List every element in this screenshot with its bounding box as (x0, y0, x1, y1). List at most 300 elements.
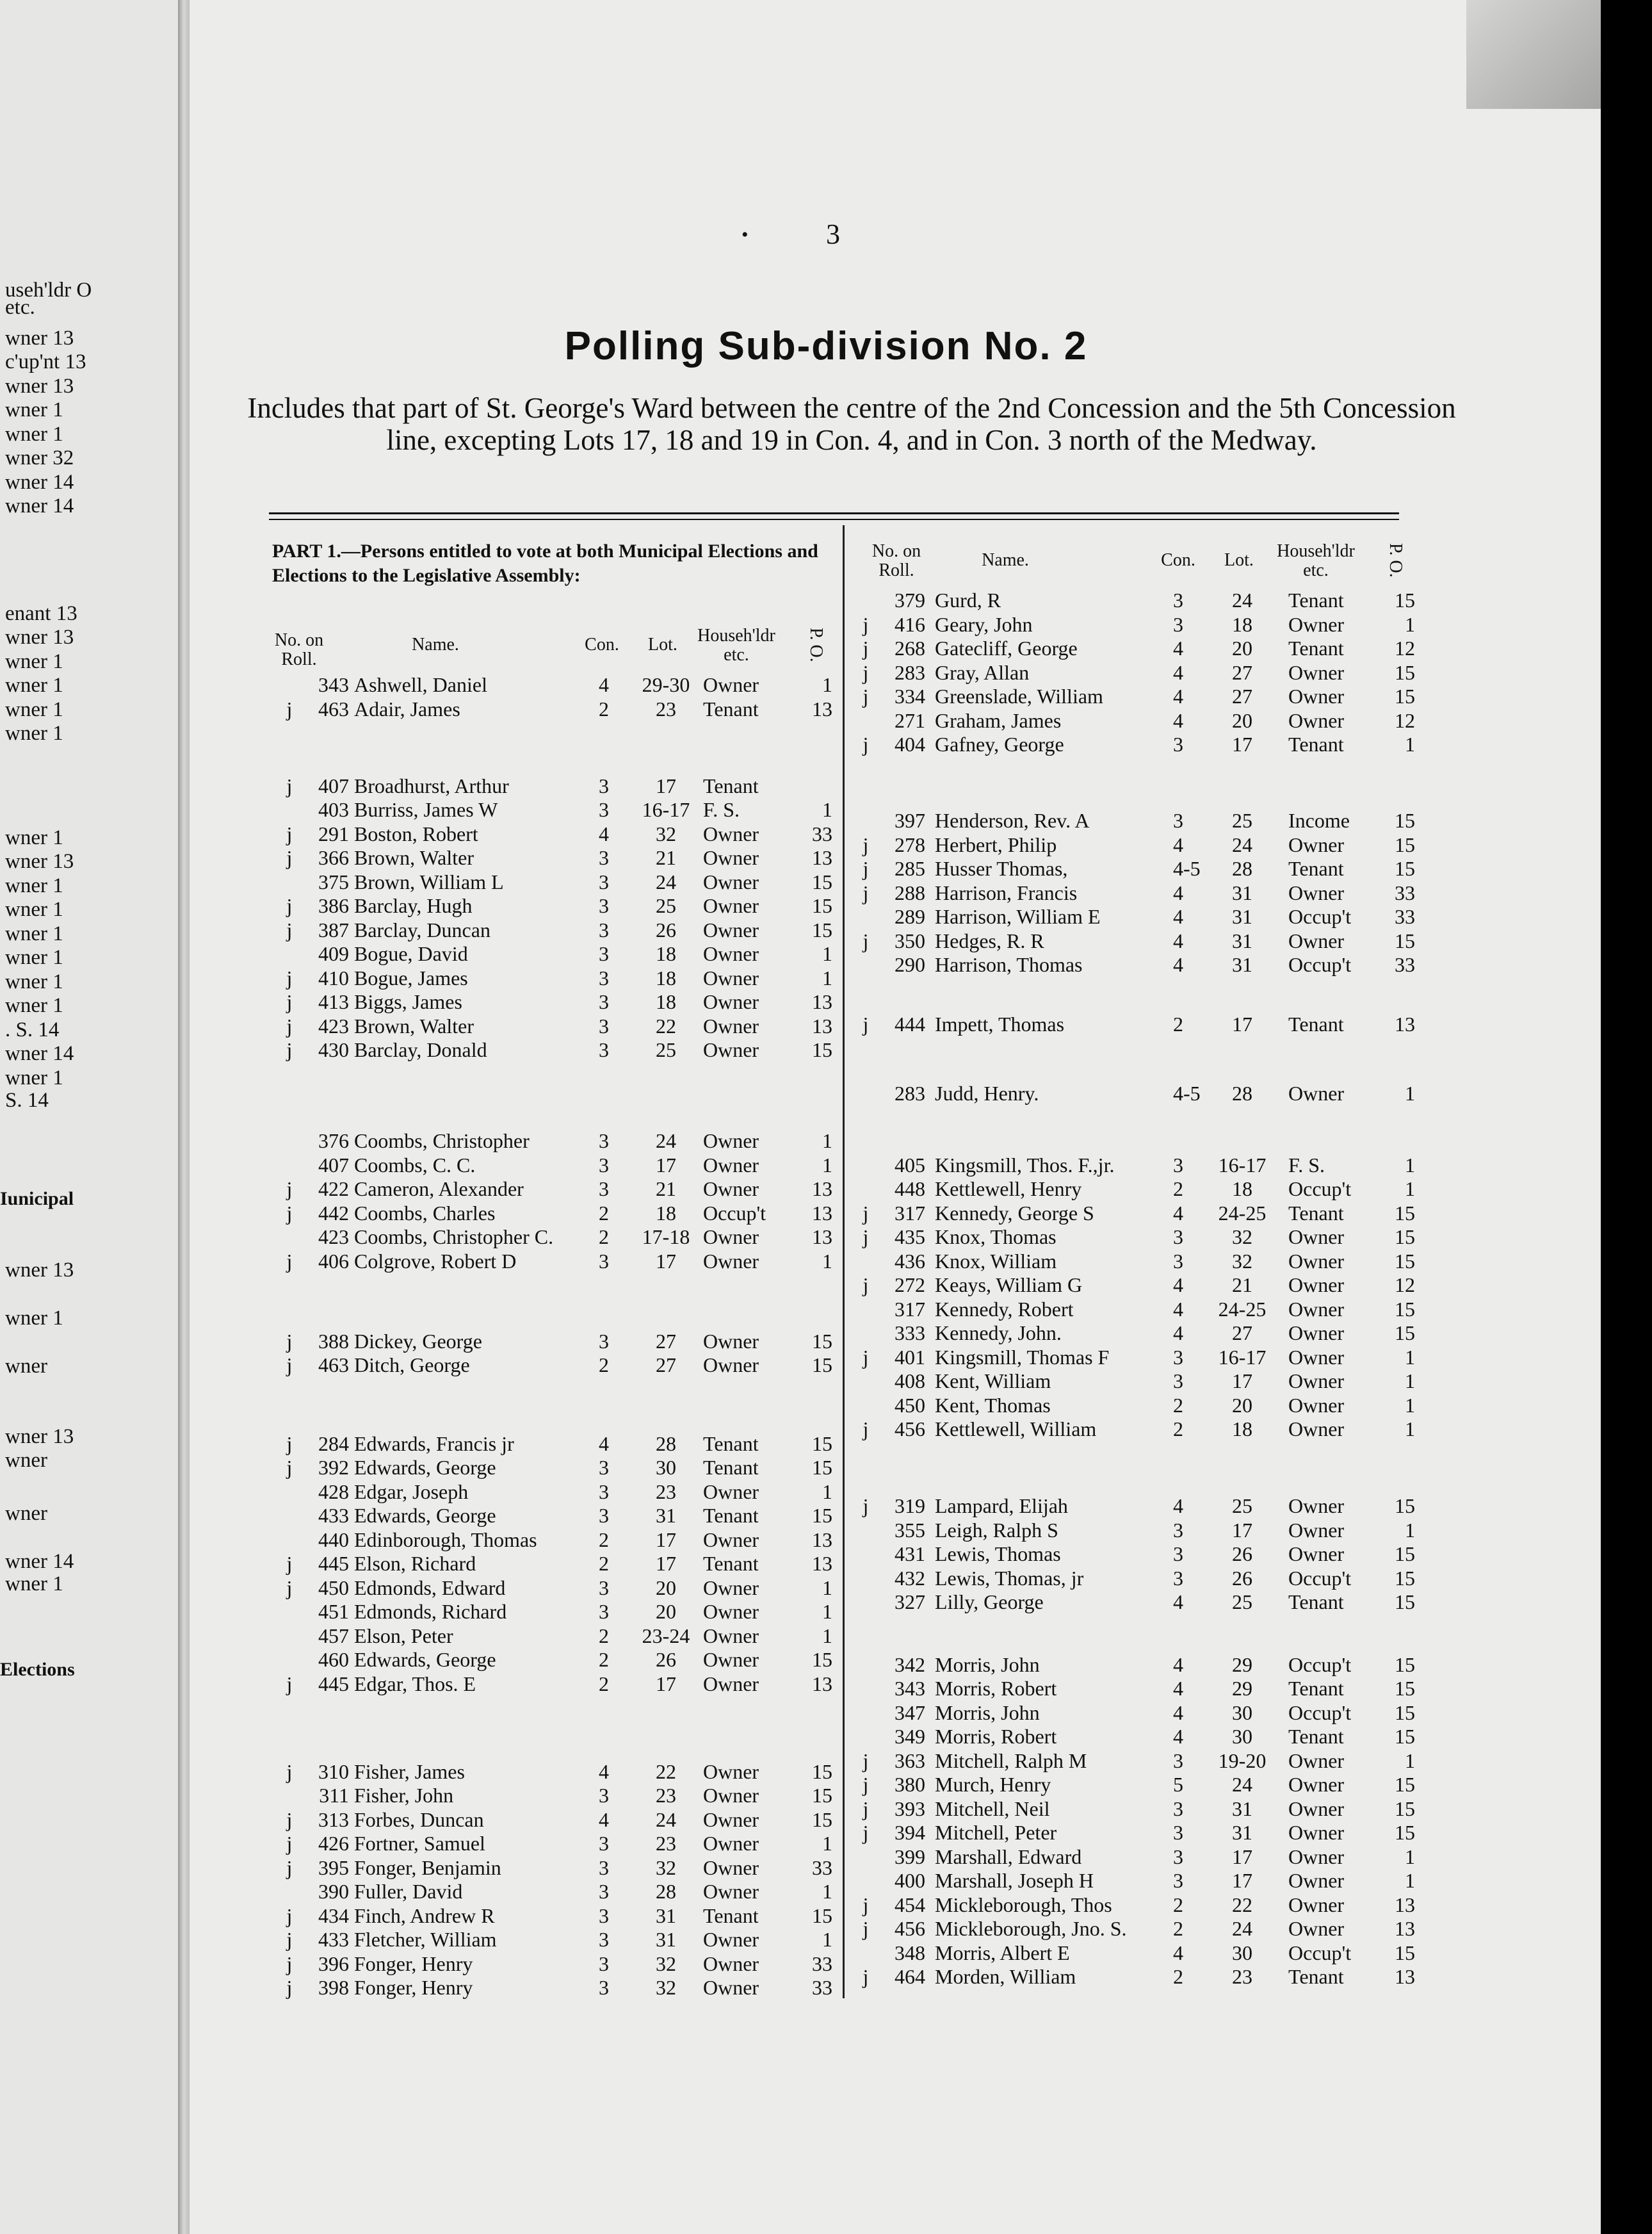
voter-row (0, 1772, 1652, 1797)
voter-lot: 31 (1232, 929, 1252, 952)
subtitle: Includes that part of St. George's Ward between the centre of the 2nd Concession and the 5th Concession line, excepting Lots 17, 18 and 19 in Con. 4, and in Con. 3 north of the Medway. (247, 392, 1456, 456)
voter-row (0, 612, 1652, 637)
voter-lot: 31 (1232, 905, 1252, 928)
voter-name: Edwards, Francis jr (354, 1432, 514, 1455)
voter-j: j (286, 894, 293, 917)
voter-po: 1 (822, 1832, 832, 1855)
voter-j: j (286, 990, 293, 1013)
voter-name: Morris, Robert (935, 1725, 1057, 1748)
voter-no: 445 (318, 1672, 349, 1695)
voter-po: 15 (1395, 589, 1415, 612)
voter-name: Elson, Richard (354, 1552, 476, 1575)
voter-po: 15 (812, 1353, 832, 1376)
voter-po: 15 (812, 870, 832, 893)
voter-name: Geary, John (935, 613, 1033, 636)
voter-lot: 27 (656, 1353, 676, 1376)
voter-po: 1 (1405, 1369, 1415, 1392)
voter-con: 3 (1173, 1154, 1183, 1177)
voter-no: 413 (318, 990, 349, 1013)
voter-lot: 31 (656, 1504, 676, 1527)
voter-status: Tenant (1288, 1725, 1344, 1748)
voter-status: Tenant (1288, 733, 1344, 756)
voter-po: 15 (812, 1432, 832, 1455)
voter-con: 4 (1173, 1590, 1183, 1613)
voter-con: 2 (1173, 1177, 1183, 1200)
voter-j: j (286, 1832, 293, 1855)
voter-name: Barclay, Duncan (354, 918, 490, 942)
voter-con: 4 (1173, 1677, 1183, 1700)
voter-j: j (862, 1893, 869, 1916)
voter-lot: 27 (1232, 661, 1252, 684)
voter-po: 15 (1395, 1677, 1415, 1700)
voter-no: 407 (318, 1154, 349, 1177)
voter-name: Fortner, Samuel (354, 1832, 485, 1855)
voter-no: 405 (895, 1154, 925, 1177)
voter-status: Owner (1288, 929, 1345, 952)
voter-con: 4-5 (1173, 857, 1201, 880)
voter-row (0, 1700, 1652, 1725)
voter-lot: 24 (1232, 589, 1252, 612)
voter-con: 4 (1173, 905, 1183, 928)
voter-lot: 17 (656, 1154, 676, 1177)
voter-po: 13 (812, 1552, 832, 1575)
voter-lot: 24 (1232, 833, 1252, 856)
voter-row (0, 1345, 1652, 1369)
voter-lot: 20 (1232, 1394, 1252, 1417)
voter-no: 431 (895, 1542, 925, 1565)
voter-name: Edgar, Thos. E (354, 1672, 476, 1695)
voter-lot: 32 (656, 1856, 676, 1879)
voter-po: 15 (1395, 1797, 1415, 1820)
voter-no: 451 (318, 1600, 349, 1623)
voter-name: Biggs, James (354, 990, 462, 1013)
voter-lot: 26 (656, 918, 676, 942)
voter-status: Owner (1288, 1869, 1345, 1892)
voter-po: 15 (1395, 1250, 1415, 1273)
voter-lot: 17 (1232, 733, 1252, 756)
header-name-right: Name. (982, 550, 1029, 570)
voter-no: 311 (319, 1784, 349, 1807)
voter-po: 1 (822, 1250, 832, 1273)
voter-row (0, 1797, 1652, 1821)
voter-con: 3 (1173, 1845, 1183, 1868)
voter-row (0, 1273, 1652, 1297)
voter-status: Tenant (1288, 1965, 1344, 1988)
voter-status: Owner (1288, 1250, 1345, 1273)
voter-con: 3 (1173, 589, 1183, 612)
voter-lot: 22 (656, 1015, 676, 1038)
voter-lot: 25 (1232, 809, 1252, 832)
voter-j: j (862, 857, 869, 880)
voter-con: 4 (1173, 1701, 1183, 1724)
margin-fragment: wner 1 (5, 826, 63, 849)
margin-fragment: wner 1 (5, 1572, 63, 1595)
voter-status: Owner (703, 1760, 759, 1783)
voter-name: Edwards, George (354, 1648, 496, 1671)
voter-status: Tenant (1288, 857, 1344, 880)
voter-j: j (862, 1202, 869, 1225)
voter-no: 456 (895, 1917, 925, 1940)
voter-name: Gafney, George (935, 733, 1064, 756)
voter-j: j (286, 1015, 293, 1038)
voter-row (0, 1624, 1652, 1648)
voter-j: j (286, 1353, 293, 1376)
voter-con: 3 (599, 1952, 609, 1975)
voter-con: 3 (1173, 1749, 1183, 1772)
voter-name: Lewis, Thomas (935, 1542, 1061, 1565)
voter-con: 2 (599, 697, 609, 721)
voter-status: Occup't (1288, 1701, 1352, 1724)
voter-no: 450 (895, 1394, 925, 1417)
voter-row (0, 1012, 1652, 1036)
header-lot-right: Lot. (1224, 550, 1254, 570)
voter-no: 464 (895, 1965, 925, 1988)
voter-name: Kingsmill, Thomas F (935, 1346, 1110, 1369)
voter-status: Occup't (1288, 905, 1352, 928)
voter-po: 15 (812, 1456, 832, 1479)
voter-po: 12 (1395, 637, 1415, 660)
voter-no: 428 (318, 1480, 349, 1503)
voter-name: Ditch, George (354, 1353, 470, 1376)
voter-j: j (862, 1965, 869, 1988)
voter-status: Owner (1288, 1225, 1345, 1248)
voter-row (0, 1676, 1652, 1700)
voter-name: Mickleborough, Jno. S. (935, 1917, 1127, 1940)
voter-row (0, 1129, 1652, 1153)
voter-po: 1 (1405, 1154, 1415, 1177)
margin-fragment: wner (5, 1502, 47, 1525)
voter-con: 3 (1173, 1250, 1183, 1273)
voter-row (0, 588, 1652, 612)
voter-no: 317 (895, 1298, 925, 1321)
voter-row (0, 1321, 1652, 1345)
voter-j: j (286, 1672, 293, 1695)
voter-con: 4 (1173, 1725, 1183, 1748)
voter-lot: 32 (656, 1952, 676, 1975)
voter-po: 1 (822, 1480, 832, 1503)
voter-con: 2 (1173, 1394, 1183, 1417)
voter-con: 4 (1173, 637, 1183, 660)
voter-name: Kingsmill, Thos. F.,jr. (935, 1154, 1115, 1177)
voter-name: Fletcher, William (354, 1928, 497, 1951)
voter-no: 349 (895, 1725, 925, 1748)
voter-row (0, 1494, 1652, 1518)
voter-lot: 31 (1232, 881, 1252, 904)
voter-name: Keays, William G (935, 1273, 1083, 1296)
voter-status: Owner (1288, 709, 1345, 732)
voter-name: Fonger, Henry (354, 1952, 473, 1975)
voter-con: 5 (1173, 1773, 1183, 1796)
voter-lot: 21 (656, 1177, 676, 1200)
voter-status: Owner (1288, 1273, 1345, 1296)
voter-lot: 21 (656, 846, 676, 869)
voter-row (0, 1820, 1652, 1845)
voter-name: Kent, William (935, 1369, 1051, 1392)
voter-lot: 31 (656, 1904, 676, 1927)
voter-lot: 17 (656, 1528, 676, 1551)
voter-name: Hedges, R. R (935, 929, 1044, 952)
voter-con: 3 (599, 1250, 609, 1273)
margin-fragment: wner 1 (5, 650, 63, 673)
voter-name: Kettlewell, William (935, 1417, 1097, 1440)
voter-status: Owner (1288, 1082, 1345, 1105)
voter-row (0, 1941, 1652, 1965)
voter-po: 13 (1395, 1917, 1415, 1940)
voter-name: Husser Thomas, (935, 857, 1068, 880)
voter-name: Kent, Thomas (935, 1394, 1051, 1417)
voter-lot: 17 (1232, 1869, 1252, 1892)
voter-po: 1 (822, 966, 832, 990)
voter-con: 3 (599, 894, 609, 917)
voter-no: 343 (318, 673, 349, 696)
voter-row (0, 660, 1652, 685)
voter-con: 4 (1173, 1321, 1183, 1344)
voter-j: j (286, 1760, 293, 1783)
voter-j: j (862, 833, 869, 856)
voter-j: j (286, 1808, 293, 1831)
voter-no: 450 (318, 1576, 349, 1599)
margin-fragment: wner 13 (5, 327, 74, 350)
header-name-left: Name. (412, 635, 459, 655)
voter-no: 290 (895, 953, 925, 976)
voter-status: Owner (1288, 1346, 1345, 1369)
voter-lot: 23 (656, 1480, 676, 1503)
voter-status: Owner (703, 822, 759, 845)
voter-con: 2 (599, 1624, 609, 1647)
voter-lot: 24 (656, 1129, 676, 1152)
voter-con: 2 (599, 1202, 609, 1225)
voter-row (0, 952, 1652, 977)
voter-name: Bogue, David (354, 942, 468, 965)
voter-lot: 22 (1232, 1893, 1252, 1916)
voter-po: 1 (822, 1154, 832, 1177)
voter-lot: 20 (1232, 709, 1252, 732)
voter-lot: 30 (1232, 1701, 1252, 1724)
voter-name: Adair, James (354, 697, 460, 721)
margin-fragment: wner 13 (5, 850, 74, 873)
voter-po: 15 (812, 1904, 832, 1927)
voter-po: 15 (1395, 1567, 1415, 1590)
header-lot-left: Lot. (648, 635, 677, 655)
voter-name: Edinborough, Thomas (354, 1528, 537, 1551)
voter-lot: 26 (1232, 1567, 1252, 1590)
voter-lot: 23-24 (642, 1624, 690, 1647)
margin-fragment: Iunicipal (0, 1188, 74, 1209)
voter-lot: 18 (656, 990, 676, 1013)
voter-name: Gurd, R (935, 589, 1001, 612)
voter-status: Owner (1288, 1494, 1345, 1517)
voter-status: Owner (703, 966, 759, 990)
voter-po: 15 (1395, 1653, 1415, 1676)
voter-row (0, 732, 1652, 756)
voter-j: j (286, 1904, 293, 1927)
voter-name: Bogue, James (354, 966, 468, 990)
voter-status: Owner (703, 1928, 759, 1951)
voter-po: 1 (1405, 1394, 1415, 1417)
voter-no: 347 (895, 1701, 925, 1724)
margin-fragment: wner (5, 1355, 47, 1378)
margin-fragment: wner 1 (5, 970, 63, 993)
voter-status: Owner (1288, 685, 1345, 708)
margin-fragment: wner 13 (5, 626, 74, 649)
voter-po: 15 (1395, 1725, 1415, 1748)
voter-status: Tenant (703, 697, 759, 721)
voter-po: 15 (812, 918, 832, 942)
voter-po: 15 (1395, 1590, 1415, 1613)
margin-fragment: wner 1 (5, 423, 63, 446)
voter-po: 15 (1395, 661, 1415, 684)
voter-no: 396 (318, 1952, 349, 1975)
voter-status: Occup't (1288, 1941, 1352, 1964)
voter-j: j (862, 1797, 869, 1820)
voter-no: 404 (895, 733, 925, 756)
voter-status: Owner (1288, 1321, 1345, 1344)
voter-con: 3 (599, 1832, 609, 1855)
voter-po: 15 (1395, 1298, 1415, 1321)
voter-j: j (862, 929, 869, 952)
voter-status: Owner (703, 1808, 759, 1831)
voter-lot: 25 (1232, 1590, 1252, 1613)
voter-po: 15 (1395, 1202, 1415, 1225)
voter-no: 407 (318, 774, 349, 797)
voter-status: Owner (1288, 1893, 1345, 1916)
header-po-left: P. O. (806, 628, 826, 662)
voter-status: F. S. (703, 798, 740, 821)
voter-row (0, 1297, 1652, 1321)
voter-name: Marshall, Edward (935, 1845, 1082, 1868)
voter-con: 3 (599, 1600, 609, 1623)
voter-no: 394 (895, 1821, 925, 1844)
voter-no: 401 (895, 1346, 925, 1369)
voter-name: Lilly, George (935, 1590, 1044, 1613)
voter-name: Cameron, Alexander (354, 1177, 524, 1200)
voter-con: 3 (1173, 1369, 1183, 1392)
margin-fragment: wner 1 (5, 398, 63, 421)
voter-lot: 32 (1232, 1225, 1252, 1248)
double-rule-bottom (269, 519, 1399, 520)
voter-con: 3 (599, 1784, 609, 1807)
voter-row (0, 990, 1652, 1014)
voter-no: 289 (895, 905, 925, 928)
voter-status: Owner (1288, 1369, 1345, 1392)
voter-po: 15 (812, 1038, 832, 1061)
voter-po: 15 (812, 1504, 832, 1527)
voter-con: 4 (1173, 709, 1183, 732)
voter-status: Owner (703, 1856, 759, 1879)
voter-po: 1 (1405, 1519, 1415, 1542)
folded-corner (1466, 0, 1601, 109)
voter-po: 15 (812, 1784, 832, 1807)
voter-status: F. S. (1288, 1154, 1325, 1177)
voter-name: Edmonds, Edward (354, 1576, 506, 1599)
voter-status: Owner (703, 1177, 759, 1200)
voter-name: Brown, Walter (354, 1015, 474, 1038)
voter-status: Owner (1288, 1773, 1345, 1796)
voter-name: Boston, Robert (354, 822, 478, 845)
voter-con: 3 (599, 1880, 609, 1903)
margin-fragment: wner 13 (5, 375, 74, 398)
voter-name: Kennedy, John. (935, 1321, 1062, 1344)
voter-con: 4 (599, 1760, 609, 1783)
voter-con: 3 (599, 1504, 609, 1527)
voter-name: Dickey, George (354, 1330, 482, 1353)
voter-lot: 16-17 (1218, 1154, 1267, 1177)
voter-po: 13 (812, 1528, 832, 1551)
voter-name: Edwards, George (354, 1504, 496, 1527)
voter-no: 366 (318, 846, 349, 869)
margin-fragment: wner 1 (5, 994, 63, 1017)
voter-con: 3 (1173, 1821, 1183, 1844)
voter-j: j (286, 1250, 293, 1273)
voter-con: 3 (599, 1177, 609, 1200)
voter-po: 13 (812, 1177, 832, 1200)
voter-no: 390 (318, 1880, 349, 1903)
voter-status: Owner (703, 1353, 759, 1376)
voter-lot: 28 (1232, 857, 1252, 880)
voter-status: Occup't (1288, 1653, 1352, 1676)
part-heading: PART 1.—Persons entitled to vote at both Municipal Elections and Elections to the Legislative Assembly: (272, 541, 818, 586)
voter-j: j (862, 733, 869, 756)
voter-status: Owner (1288, 1542, 1345, 1565)
voter-con: 3 (1173, 1542, 1183, 1565)
voter-con: 2 (1173, 1917, 1183, 1940)
voter-no: 350 (895, 929, 925, 952)
voter-con: 4 (599, 822, 609, 845)
voter-name: Colgrove, Robert D (354, 1250, 517, 1273)
voter-no: 423 (318, 1225, 349, 1248)
voter-no: 400 (895, 1869, 925, 1892)
voter-no: 444 (895, 1013, 925, 1036)
voter-lot: 24 (1232, 1773, 1252, 1796)
voter-po: 15 (1395, 1321, 1415, 1344)
voter-no: 363 (895, 1749, 925, 1772)
voter-row (0, 1590, 1652, 1614)
voter-po: 1 (1405, 733, 1415, 756)
voter-no: 343 (895, 1677, 925, 1700)
voter-status: Tenant (703, 1456, 759, 1479)
voter-j: j (286, 1432, 293, 1455)
voter-lot: 20 (656, 1576, 676, 1599)
margin-fragment: wner 1 (5, 674, 63, 697)
voter-lot: 18 (656, 1202, 676, 1225)
voter-name: Fonger, Henry (354, 1976, 473, 1999)
voter-status: Owner (703, 1015, 759, 1038)
voter-status: Owner (703, 1880, 759, 1903)
voter-status: Owner (703, 870, 759, 893)
voter-lot: 17 (656, 1672, 676, 1695)
voter-status: Tenant (703, 1552, 759, 1575)
voter-po: 13 (812, 697, 832, 721)
voter-con: 4 (1173, 953, 1183, 976)
voter-name: Murch, Henry (935, 1773, 1051, 1796)
voter-po: 15 (812, 1808, 832, 1831)
voter-j: j (286, 1202, 293, 1225)
voter-j: j (286, 1177, 293, 1200)
voter-lot: 17 (1232, 1369, 1252, 1392)
voter-name: Morris, John (935, 1653, 1040, 1676)
voter-po: 15 (1395, 929, 1415, 952)
voter-lot: 19-20 (1218, 1749, 1267, 1772)
voter-status: Owner (1288, 661, 1345, 684)
voter-lot: 28 (656, 1880, 676, 1903)
voter-con: 3 (599, 1576, 609, 1599)
voter-po: 1 (1405, 1346, 1415, 1369)
voter-status: Occup't (703, 1202, 766, 1225)
voter-lot: 30 (1232, 1725, 1252, 1748)
margin-fragment: wner 1 (5, 722, 63, 745)
voter-name: Kettlewell, Henry (935, 1177, 1082, 1200)
voter-status: Owner (703, 1832, 759, 1855)
